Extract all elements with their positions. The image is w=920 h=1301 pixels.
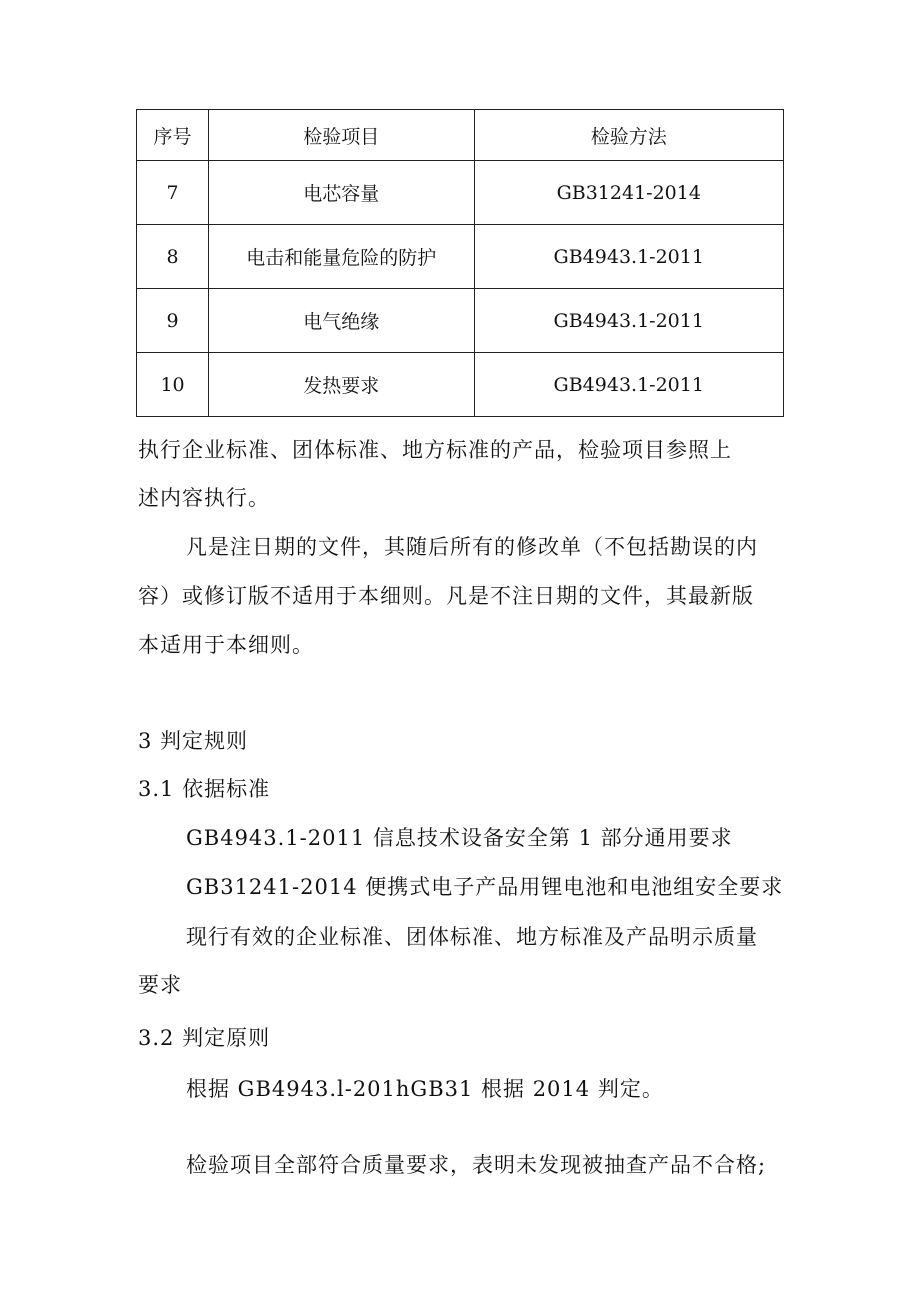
- cell-seq: 9: [137, 289, 209, 353]
- inspection-table: [136, 109, 784, 417]
- paragraph-line: 检验项目全部符合质量要求，表明未发现被抽查产品不合格;: [186, 1153, 767, 1177]
- cell-method: GB4943.1-2011: [474, 289, 783, 353]
- paragraph-line: 凡是注日期的文件，其随后所有的修改单（不包括勘误的内: [186, 535, 758, 559]
- paragraph-line: 执行企业标准、团体标准、地方标准的产品，检验项目参照上: [138, 438, 732, 462]
- table-row: [137, 225, 784, 289]
- cell-item: 发热要求: [209, 353, 474, 417]
- cell-seq: 8: [137, 225, 209, 289]
- table-header-row: [137, 110, 784, 161]
- header-seq: 序号: [137, 110, 209, 161]
- header-method: 检验方法: [474, 110, 783, 161]
- paragraph-line: 根据 GB4943.l-201hGB31 根据 2014 判定。: [186, 1077, 664, 1101]
- cell-item: 电击和能量危险的防护: [209, 225, 474, 289]
- paragraph-line: 要求: [138, 973, 182, 997]
- subsection-heading: 3.2 判定原则: [138, 1026, 271, 1050]
- paragraph-line: 本适用于本细则。: [138, 633, 314, 657]
- paragraph-line: 述内容执行。: [138, 486, 270, 510]
- header-item: 检验项目: [209, 110, 474, 161]
- standard-item: GB31241-2014 便携式电子产品用锂电池和电池组安全要求: [186, 875, 784, 899]
- subsection-heading: 3.1 依据标准: [138, 777, 271, 801]
- cell-method: GB31241-2014: [474, 161, 783, 225]
- paragraph-line: 容）或修订版不适用于本细则。凡是不注日期的文件，其最新版: [138, 584, 754, 608]
- paragraph-line: 现行有效的企业标准、团体标准、地方标准及产品明示质量: [186, 925, 758, 949]
- cell-item: 电气绝缘: [209, 289, 474, 353]
- cell-seq: 10: [137, 353, 209, 417]
- standard-item: GB4943.1-2011 信息技术设备安全第 1 部分通用要求: [186, 826, 733, 850]
- cell-seq: 7: [137, 161, 209, 225]
- table-row: [137, 161, 784, 225]
- table-row: [137, 353, 784, 417]
- cell-method: GB4943.1-2011: [474, 225, 783, 289]
- section-heading: 3 判定规则: [138, 729, 249, 753]
- cell-item: 电芯容量: [209, 161, 474, 225]
- cell-method: GB4943.1-2011: [474, 353, 783, 417]
- table-row: [137, 289, 784, 353]
